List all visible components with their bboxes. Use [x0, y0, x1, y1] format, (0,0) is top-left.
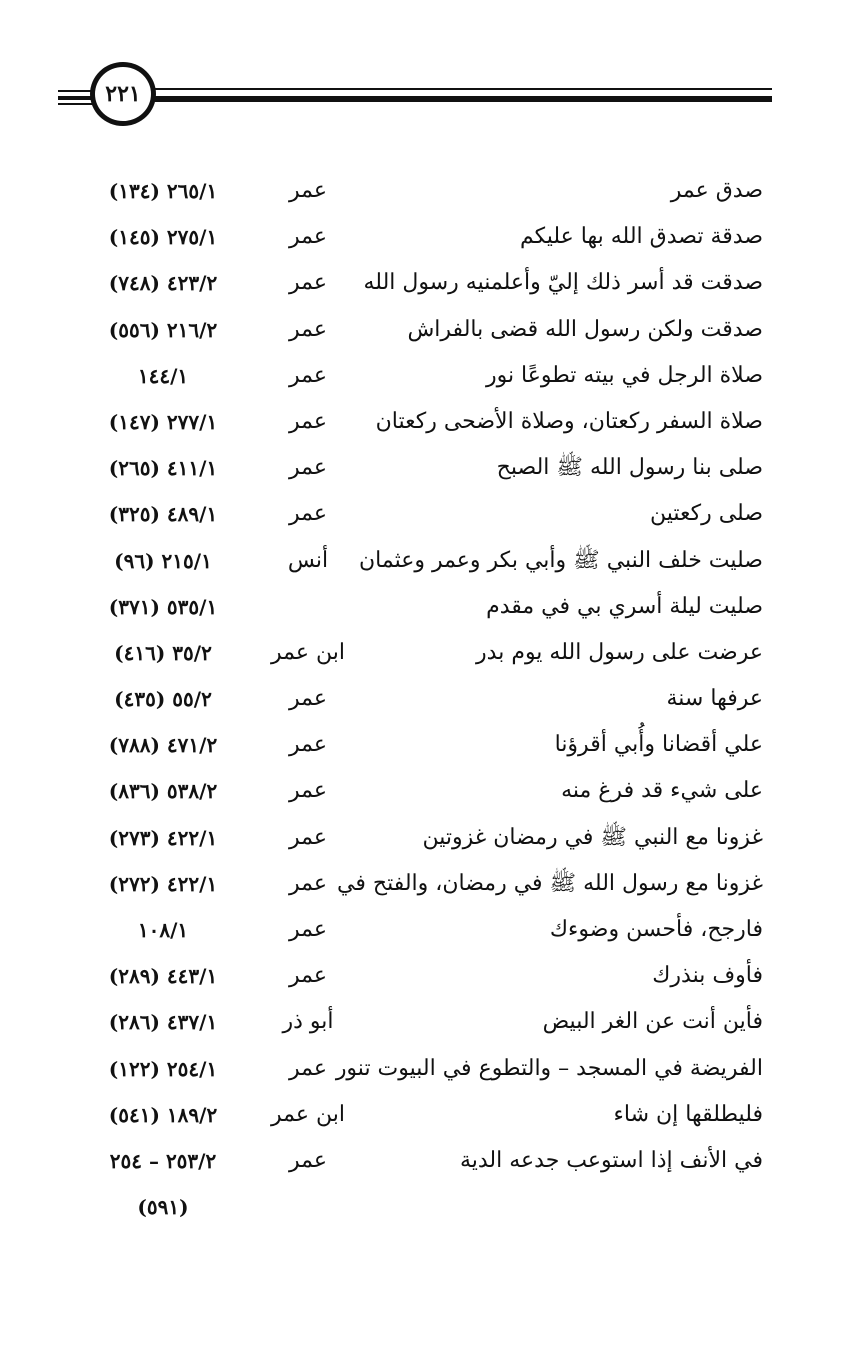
hadith-text: صلاة الرجل في بيته تطوعًا نور [485, 362, 763, 388]
index-entry [0, 768, 855, 814]
index-entry [0, 861, 855, 907]
hadith-text: صلى ركعتين [649, 501, 763, 527]
narrator: عمر [289, 178, 327, 203]
reference: ٢٥٤/١ (١٢٢) [108, 1056, 218, 1081]
narrator: عمر [289, 963, 327, 989]
index-entry [0, 1046, 855, 1092]
index-entry-continuation [0, 1184, 855, 1230]
index-entry [0, 815, 855, 861]
index-entry [0, 353, 855, 399]
hadith-text: صدقت ولكن رسول الله قضى بالفراش [407, 316, 763, 342]
hadith-text: صليت ليلة أسري بي في مقدم [486, 593, 763, 619]
header-rule-thick [150, 96, 772, 102]
narrator: عمر [289, 778, 327, 804]
narrator: عمر [289, 917, 327, 942]
index-entry [0, 307, 855, 353]
hadith-text: عرفها سنة [666, 686, 763, 712]
reference: ٥٥/٢ (٤٣٥) [114, 687, 212, 712]
hadith-text: فارجح، فأحسن وضوءك [549, 917, 763, 942]
reference: ٤٢٢/١ (٢٧٢) [108, 871, 218, 896]
index-entry [0, 491, 855, 537]
index-entry [0, 953, 855, 999]
reference: ١٤٤/١ [137, 363, 189, 388]
index-entry [0, 584, 855, 630]
reference: ٢١٦/٢ (٥٥٦) [108, 317, 218, 342]
page-number-badge [90, 62, 156, 126]
narrator: عمر [289, 270, 327, 296]
index-entry [0, 676, 855, 722]
hadith-text: صليت خلف النبي ﷺ وأبي بكر وعمر وعثمان [358, 547, 763, 573]
reference-continuation: (٥٩١) [137, 1195, 189, 1220]
hadith-text: غزونا مع رسول الله ﷺ في رمضان، والفتح في [337, 870, 763, 896]
index-entry [0, 630, 855, 676]
index-entry [0, 722, 855, 768]
narrator: عمر [289, 824, 327, 850]
hadith-text: غزونا مع النبي ﷺ في رمضان غزوتين [422, 824, 763, 850]
narrator: أبو ذر [282, 1009, 334, 1035]
reference: ٤٧١/٢ (٧٨٨) [108, 733, 218, 758]
hadith-text: علي أقضانا وأُبي أقرؤنا [554, 732, 763, 758]
index-entry [0, 168, 855, 214]
hadith-text: عرضت على رسول الله يوم بدر [476, 639, 763, 665]
narrator: عمر [289, 501, 327, 527]
reference: ٤٢٢/١ (٢٧٣) [108, 825, 218, 850]
reference: ٤٣٧/١ (٢٨٦) [108, 1010, 218, 1035]
reference: ٢٧٧/١ (١٤٧) [108, 409, 218, 434]
index-entry [0, 1092, 855, 1138]
hadith-text: فأوف بنذرك [652, 963, 763, 989]
index-entry [0, 907, 855, 953]
narrator: عمر [289, 316, 327, 342]
hadith-text: في الأنف إذا استوعب جدعه الدية [459, 1147, 763, 1173]
reference: ٢٧٥/١ (١٤٥) [108, 225, 218, 250]
narrator: عمر [289, 1055, 327, 1081]
narrator: ابن عمر [271, 1101, 345, 1127]
narrator: عمر [289, 686, 327, 712]
narrator: عمر [289, 870, 327, 896]
hadith-text: صدقة تصدق الله بها عليكم [519, 224, 763, 250]
narrator: عمر [289, 732, 327, 758]
index-entry [0, 1138, 855, 1184]
hadith-index-list [0, 168, 855, 1230]
reference: ٢١٥/١ (٩٦) [114, 548, 212, 573]
narrator: عمر [289, 455, 327, 481]
index-entry [0, 260, 855, 306]
narrator: عمر [289, 362, 327, 388]
hadith-text: صدق عمر [670, 178, 763, 203]
narrator: عمر [289, 408, 327, 434]
index-entry [0, 214, 855, 260]
reference: ٥٣٥/١ (٣٧١) [108, 594, 218, 619]
narrator: عمر [289, 224, 327, 250]
reference: ٤٢٣/٢ (٧٤٨) [108, 271, 218, 296]
reference: ٤٤٣/١ (٢٨٩) [108, 964, 218, 989]
reference: ٣٥/٢ (٤١٦) [114, 640, 212, 665]
hadith-text: فأين أنت عن الغر البيض [542, 1009, 763, 1035]
index-entry [0, 999, 855, 1045]
narrator: أنس [287, 547, 329, 573]
index-entry [0, 445, 855, 491]
header-rule-thin [150, 88, 772, 90]
narrator: عمر [289, 1147, 327, 1173]
reference: ٥٣٨/٢ (٨٣٦) [108, 779, 218, 804]
reference: ٢٥٣/٢ – ٢٥٤ [109, 1148, 217, 1173]
reference: ٤٨٩/١ (٣٢٥) [108, 502, 218, 527]
reference: ٤١١/١ (٢٦٥) [108, 456, 218, 481]
hadith-text: صدقت قد أسر ذلك إليّ وأعلمنيه رسول الله [363, 270, 763, 296]
narrator: ابن عمر [271, 639, 345, 665]
hadith-text: فليطلقها إن شاء [613, 1101, 763, 1127]
index-entry [0, 538, 855, 584]
hadith-text: صلى بنا رسول الله ﷺ الصبح [496, 455, 763, 481]
page-number: ٢٢١ [105, 81, 141, 107]
page-header [0, 0, 855, 150]
reference: ١٠٨/١ [137, 918, 189, 942]
hadith-text: الفريضة في المسجد – والتطوع في البيوت تنور [335, 1055, 763, 1081]
reference: ٢٦٥/١ (١٣٤) [108, 179, 218, 203]
hadith-text: على شيء قد فرغ منه [561, 778, 763, 804]
reference: ١٨٩/٢ (٥٤١) [108, 1102, 218, 1127]
index-entry [0, 399, 855, 445]
hadith-text: صلاة السفر ركعتان، وصلاة الأضحى ركعتان [375, 408, 763, 434]
